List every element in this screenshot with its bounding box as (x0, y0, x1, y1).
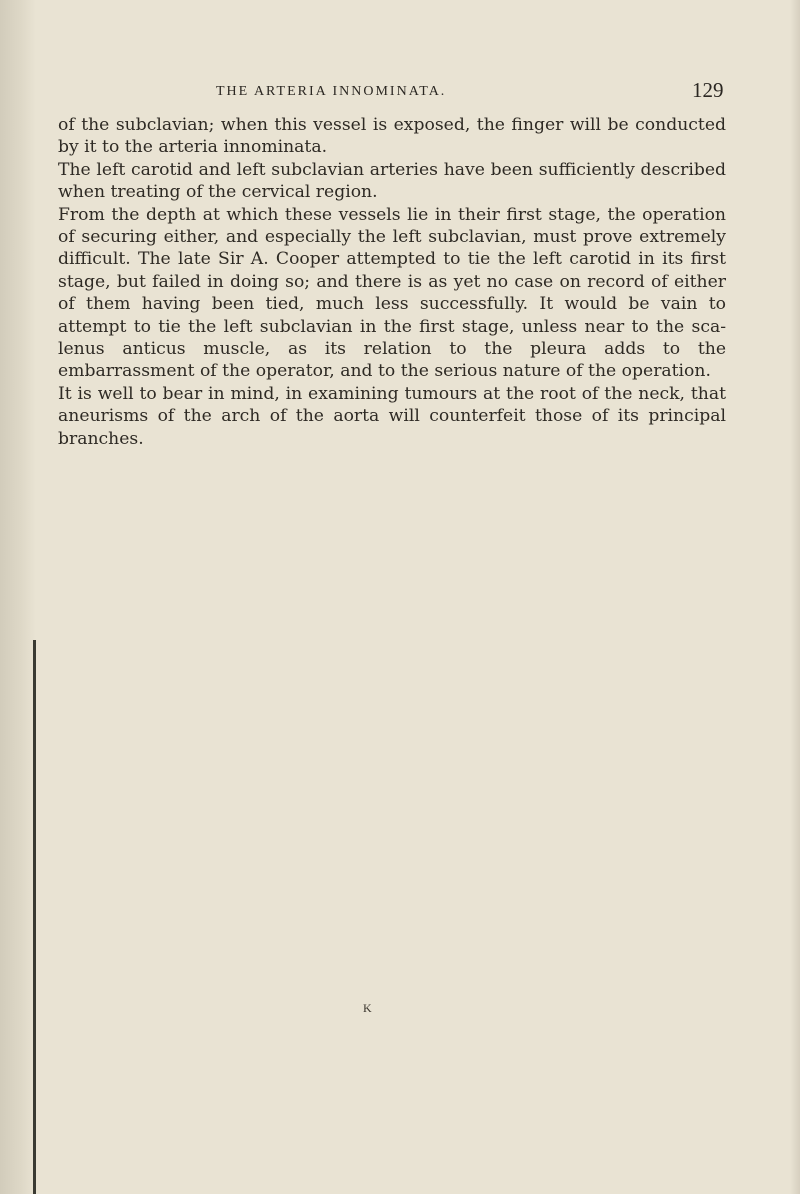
paragraph-2: The left carotid and left subclavian arteries have been sufficiently described when treating of the cervical region. (58, 159, 726, 203)
page-edge-shadow (0, 0, 36, 1194)
page-number: 129 (692, 78, 724, 102)
page-edge-right (790, 0, 800, 1194)
paragraph-4: It is well to bear in mind, in examining tumours at the root of the neck, that aneurisms of the arch of the aorta will counterfeit those of its principal branches. (58, 383, 726, 449)
signature-mark: K (363, 1001, 373, 1015)
body-text (58, 114, 726, 450)
running-title: THE ARTERIA INNOMINATA. (216, 84, 447, 99)
paragraph-3: From the depth at which these vessels lie in their first stage, the operation of securing either, and especially the left subclavian, must prove extremely difficult. The late Sir A. Cooper attempted to tie the left carotid in its first stage, but failed in doing so; and there is as yet no case on record of either of them having been tied, much less successfully. It would be vain to attempt to tie the left subclavian in the first stage, unless near to the scalenus anticus muscle, as its relation to the pleura adds to the embarrassment of the operator, and to the serious nature of the operation. (58, 204, 726, 382)
book-page (58, 76, 728, 450)
paragraph-1: of the subclavian; when this vessel is exposed, the finger will be conducted by it to the arteria innominata. (58, 115, 726, 158)
running-head (58, 76, 728, 106)
binding-edge (33, 640, 36, 1194)
